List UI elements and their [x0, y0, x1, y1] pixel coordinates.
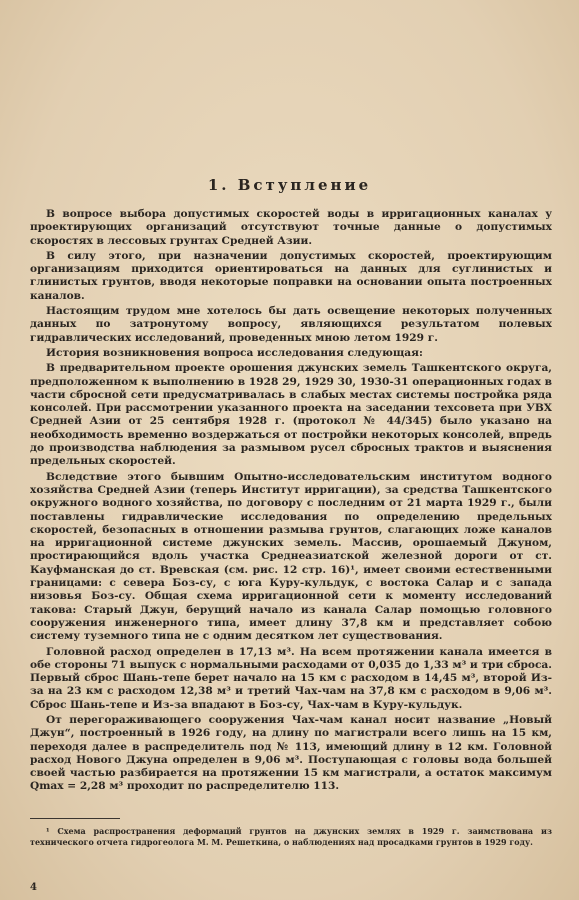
paragraph: История возникновения вопроса исследования следующая: [46, 346, 423, 359]
footnote [30, 826, 552, 848]
footnote-text: ¹ Схема распространения деформаций грунтов на джунских землях в 1929 г. заимствована из технического отчета гидрогеолога М. М. Решеткина, о наблюдениях над просадками грунтов в 1929 году. [30, 826, 552, 847]
section-heading: 1. Вступление [207, 176, 372, 194]
paragraph: В вопросе выбора допустимых скоростей воды в ирригационных каналах у проектирующих организаций отсутствуют точные данные о допустимых скоростях в лессовых грунтах Средней Азии. [30, 208, 552, 247]
paragraph: Головной расход определен в 17,13 м³. На всем протяжении канала имеется в обе стороны 71 выпуск с нормальными расходами от 0,035 до 1,33 м³ и три сброса. Первый сброс Шань-тепе берет начало на 15 км с расходом в 14,45 м³, второй Из-за на 23 км с расходом 12,38 м³ и третий Чах-чам на 37,8 км с расходом в 9,06 м³. Сброс Шань-тепе и Из-за впадают в Боз-су, Чах-чам в Куру-кульдук. [30, 645, 552, 711]
footnote-divider [30, 818, 120, 819]
page-number: 4 [30, 882, 37, 893]
paragraph: Настоящим трудом мне хотелось бы дать освещение некоторых полученных данных по затронутому вопросу, являющихся результатом полевых гидравлических исследований, проведенных мною летом 1929 г. [30, 305, 552, 344]
paragraph: В силу этого, при назначении допустимых скоростей, проектирующим организациям приходится ориентироваться на данных для суглинистых и глинистых грунтов, вводя некоторые поправки на основании опыта построенных каналов. [30, 249, 552, 302]
paragraph: Вследствие этого бывшим Опытно-исследовательским институтом водного хозяйства Средней Азии (теперь Институт ирригации), за средства Ташкентского окружного водного хозяйства, по договору с последним от 21 марта 1929 г., были поставлены гидравлические исследования по определению предельных скоростей, безопасных в отношении размыва грунтов, слагающих ложе каналов на ирригационной системе джунских земель. Массив, орошаемый Джуном, простирающийся вдоль участка Среднеазиатской железной дороги от ст. Кауфманская до ст. Вревская (см. рис. 12 стр. 16)¹, имеет своими естественными границами: с севера Боз-су, с юга Куру-кульдук, с востока Салар и с запада низовья Боз-су. Общая схема ирригационной сети к моменту исследований такова: Старый Джун, берущий начало из канала Салар помощью головного сооружения инженерного типа, имеет длину 37,8 км и представляет собою систему туземного типа не с одним десятком лет существования. [30, 470, 552, 643]
paragraph: В предварительном проекте орошения джунских земель Ташкентского округа, предположенном к выполнению в 1928 29, 1929 30, 1930-31 операционных годах в части сбросной сети предусматривалась в слабых местах системы постройка ряда консолей. При рассмотрении указанного проекта на заседании техсовета при УВХ Средней Азии от 25 сентября 1928 г. (протокол № 44/345) было указано на необходимость временно воздержаться от постройки некоторых консолей, впредь до производства наблюдения за размывом русел сбросных трактов и выяснения предельных скоростей. [30, 362, 552, 468]
body-text [30, 208, 552, 794]
paragraph: От перегораживающего сооружения Чах-чам канал носит название „Новый Джун“, построенный в 1926 году, на длину по магистрали всего лишь на 15 км, переходя далее в распределитель под № 113, имеющий длину в 12 км. Головной расход Нового Джуна определен в 9,06 м³. Поступающая с головы вода большей своей частью разбирается на протяжении 15 км магистрали, а остаток максимум Qmax = 2,28 м³ проходит по распределителю 113. [30, 713, 552, 793]
